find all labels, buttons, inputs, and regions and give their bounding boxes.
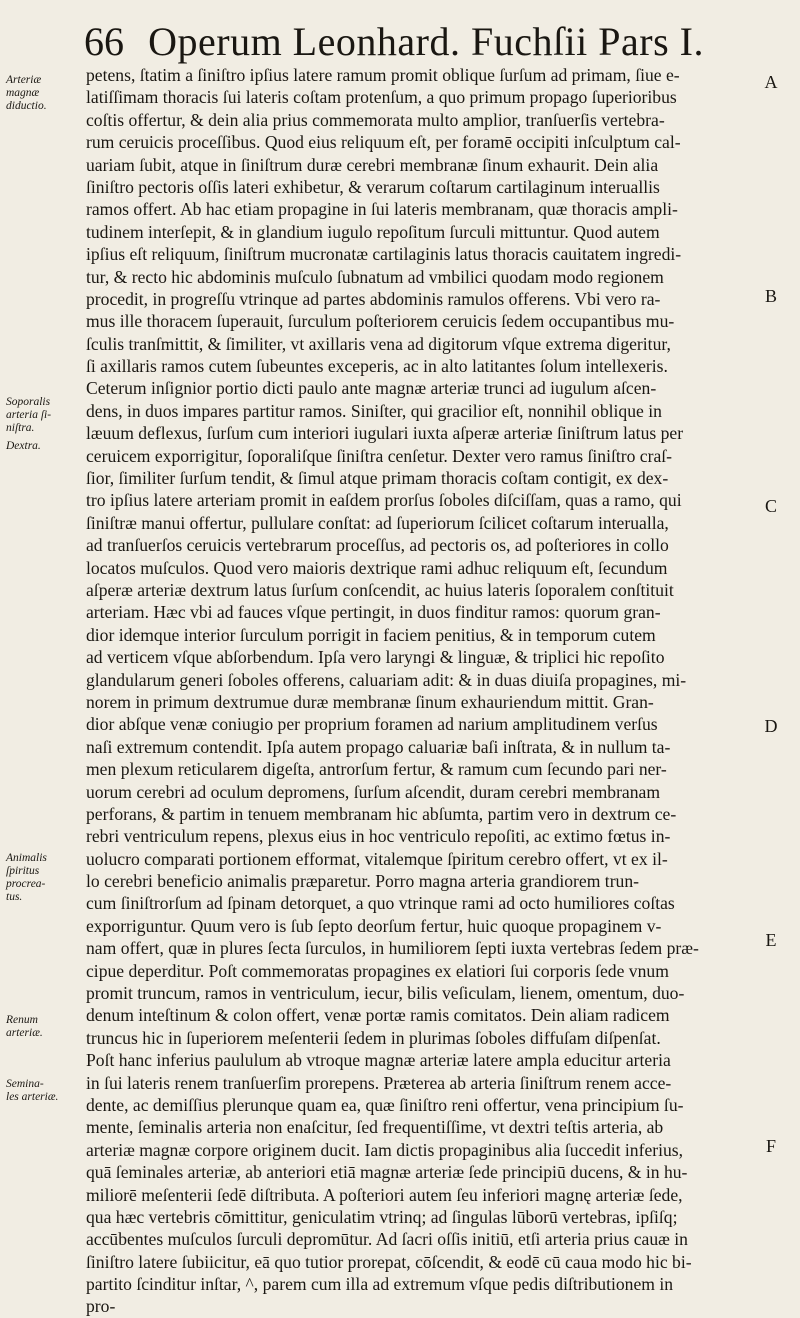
body-line: ſior, ſimiliter ſurſum tendit, & ſimul atque primam thoracis coſtam contigit, ex dex- [86, 468, 669, 489]
body-line: Poſt hanc inferius paululum ab vtroque magnæ arteriæ latere ampla educitur arteria [86, 1050, 671, 1071]
body-line: qua hæc vertebris cōmittitur, geniculatim vtrinq; ad ſingulas lūborū vertebras, ipſiſq; [86, 1206, 678, 1227]
marginal-note-line: niſtra. [6, 422, 35, 434]
marginal-note-line: magnæ [6, 87, 40, 99]
marginal-note [6, 74, 82, 113]
body-line: rebri ventriculum repens, plexus eius in hoc ventriculo repoſiti, ac extimo fœtus in- [86, 826, 671, 847]
section-letter: A [764, 72, 778, 92]
marginal-note-line: ſpiritus [6, 865, 40, 877]
body-line: dente, ac demiſſius plerunque quam ea, quæ ſiniſtro reni offertur, vena principium ſu- [86, 1094, 684, 1115]
body-line: uariam ſubit, atque in ſiniſtrum duræ cerebri membranæ ſinum exhaurit. Dein alia [86, 154, 659, 175]
body-line: mente, ſeminalis arteria non enaſcitur, ſed frequentiſſime, vt dextri teſtis arteria, ab [86, 1117, 664, 1138]
body-line: exporriguntur. Quum vero is ſub ſepto deorſum fertur, huic quoque propaginem v- [86, 915, 662, 936]
body-line: partito ſcinditur inſtar, ^, parem cum illa ad extremum vſque pedis diſtributionem in [86, 1274, 674, 1295]
marginal-note-line: tus. [6, 891, 23, 903]
body-line: procedit, in progreſſu vtrinque ad partes abdominis ramulos offerens. Vbi vero ra- [86, 288, 661, 309]
running-title: Operum Leonhard. Fuchſii Pars I. [148, 19, 704, 64]
body-line: coſtis offertur, & dein alia prius commemorata multo amplior, tranſuerſis vertebra- [86, 109, 665, 130]
body-line: rum ceruicis proceſſibus. Quod eius reliquum eſt, per foramē occipiti inſculptum cal- [86, 132, 681, 153]
section-letter: F [765, 1136, 776, 1156]
body-line: ad tranſuerſos ceruicis vertebrarum proceſſus, ad pectoris os, ad poſteriores in collo [86, 535, 669, 556]
body-line: tro ipſius latere arteriam promit in eaſdem prorſus ſoboles diſciſſam, quas a ramo, qui [86, 490, 682, 511]
section-letter: C [764, 496, 777, 516]
body-line: ſculis tranſmittit, & ſimiliter, vt axillaris vena ad digitorum vſque extrema digeritur, [86, 333, 671, 354]
body-line: ſi axillaris ramos cutem ſubeuntes exceperis, ac in alto latitantes ſolum intellexeris. [86, 356, 668, 377]
marginal-note-line: Renum [6, 1014, 38, 1026]
body-line: Ceterum inſignior portio dicti paulo ante magnæ arteriæ trunci ad iugulum aſcen- [86, 378, 657, 399]
body-line: latiſſimam thoracis ſui lateris coſtam protenſum, a quo primum propago ſuperioribus [86, 87, 677, 108]
section-letter: D [764, 716, 778, 736]
body-line: ipſius eſt reliquum, ſiniſtrum mucronatæ cartilaginis latus thoracis cauitatem ingredi- [86, 244, 682, 265]
marginal-note-line: les arteriæ. [6, 1091, 59, 1103]
body-line: dior abſque venæ coniugio per proprium foramen ad narium amplitudinem verſus [86, 714, 658, 735]
body-line: locatos muſculos. Quod vero maioris dextrique rami adhuc reliquum eſt, ſecundum [86, 557, 668, 578]
body-line: tur, & recto hic abdominis muſculo ſubnatum ad vmbilici quodam modo regionem [86, 266, 664, 287]
body-line: nam offert, quæ in plures ſecta ſurculos, in humiliorem ſepti iuxta vertebras ſedem præ- [86, 938, 699, 959]
body-line: ſiniſtro latere ſubiicitur, eā quo tutior prorepat, cōſcendit, & eodē cū caua modo hic bi- [86, 1251, 692, 1272]
marginal-note-line: arteriæ. [6, 1027, 43, 1039]
body-line: ſiniſtro pectoris oſſis lateri exhibetur, & verarum coſtarum cartilaginum interuallis [86, 176, 660, 197]
body-line: uorum cerebri ad oculum depromens, ſurſum aſcendit, duram cerebri membranam [86, 781, 661, 802]
body-line: glandularum generi ſoboles offerens, caluariam adit: & in duas diuiſa propagines, mi- [86, 669, 687, 690]
page-number: 66 [84, 19, 124, 64]
section-letter: E [765, 930, 777, 950]
body-line: naſi extremum contendit. Ipſa autem propago caluariæ baſi inſtrata, & in nullum ta- [86, 736, 671, 757]
running-header [84, 18, 704, 70]
body-line: promit truncum, ramos in ventriculum, iecur, bilis veſiculam, lienem, omentum, duo- [86, 983, 685, 1004]
body-line: læuum deflexus, ſurſum cum interiori iugulari iuxta aſperæ arteriæ ſiniſtrum latus per [86, 423, 684, 444]
marginal-note [6, 440, 82, 453]
body-line: arteriam. Hæc vbi ad fauces vſque pertingit, in duos finditur ramos: quorum gran- [86, 602, 661, 623]
body-line: aſperæ arteriæ dextrum latus ſurſum conſcendit, ac huius lateris ſoporalem conſtituit [86, 579, 674, 600]
body-line: uolucro comparati portionem efformat, vitalemque ſpiritum cerebro offert, vt ex il- [86, 848, 668, 869]
body-line: perforans, & partim in tenuem membranam hic abſumta, partim vero in dextrum ce- [86, 803, 677, 824]
body-line: accūbentes muſculos ſurculi depromūtur. Ad ſacri oſſis initiū, etſi arteria prius cauæ in [86, 1229, 688, 1250]
body-line: cipue deperditur. Poſt commemoratas propagines ex elatiori ſui corporis ſede vnum [86, 960, 669, 981]
body-line: ſiniſtræ manui offertur, pullulare conſtat: ad ſuperiorum ſcilicet coſtarum interualla, [86, 512, 669, 533]
body-line: lo cerebri beneficio animalis præparetur. Porro magna arteria grandiorem trun- [86, 871, 640, 892]
marginal-note-line: diductio. [6, 100, 47, 112]
body-line: men plexum reticularem digeſta, antrorſum fertur, & ramum cum ſecundo pari ner- [86, 759, 667, 780]
marginal-note-line: arteria ſi- [6, 409, 52, 421]
marginal-note-line: Arteriæ [6, 74, 42, 86]
marginal-note-line: Animalis [6, 852, 47, 864]
body-line: ramos offert. Ab hac etiam propagine in ſui lateris membranam, quæ thoracis ampli- [86, 199, 678, 220]
marginal-note [6, 852, 82, 904]
body-line: norem in primum dextrumue duræ membranæ ſinum exhauriendum mittit. Gran- [86, 691, 654, 712]
body-line: dior idemque interior ſurculum porrigit in faciem penitius, & in temporum cutem [86, 624, 656, 645]
body-line: ad verticem vſque abſorbendum. Ipſa vero laryngi & linguæ, & triplici hic repoſito [86, 647, 665, 668]
marginal-note [6, 396, 82, 435]
body-line: petens, ſtatim a ſiniſtro ipſius latere ramum promit oblique ſurſum ad primam, ſiue e- [86, 65, 680, 85]
body-line: tudinem interſepit, & in glandium iugulo repoſitum ſurculi mittuntur. Quod autem [86, 221, 660, 242]
body-line: truncus hic in ſuperiorem meſenterii ſedem in plurimas ſoboles diffuſam diſpenſat. [86, 1027, 661, 1048]
marginal-note [6, 1014, 82, 1040]
marginal-note [6, 1078, 82, 1104]
body-line: pro- [86, 1296, 116, 1317]
body-line: dens, in duos impares partitur ramos. Siniſter, qui gracilior eſt, nonnihil oblique in [86, 400, 662, 421]
body-line: ceruicem exporrigitur, ſoporaliſque ſiniſtra cenſetur. Dexter vero ramus ſiniſtro craſ- [86, 445, 673, 466]
body-line: denum inteſtinum & colon offert, venæ portæ ramis comitatos. Dein aliam radicem [86, 1005, 670, 1026]
body-line: cum ſiniſtrorſum ad ſpinam detorquet, a quo vtrinque rami ad octo humiliores coſtas [86, 893, 675, 914]
body-line: mus ille thoracem ſuperauit, ſurculum poſteriorem ceruicis ſedem occupantibus mu- [86, 311, 675, 332]
body-line: arteriæ magnæ corpore originem ducit. Iam dictis propaginibus alia ſuccedit inferius, [86, 1139, 684, 1160]
marginal-note-line: procrea- [6, 878, 46, 890]
section-letter: B [764, 286, 777, 306]
body-line: quā ſeminales arteriæ, ab anteriori etiā magnæ arteriæ ſede principiū ducens, & in hu- [86, 1162, 688, 1183]
marginal-note-line: Dextra. [6, 440, 41, 452]
marginal-note-line: Semina- [6, 1078, 44, 1090]
marginal-note-line: Soporalis [6, 396, 51, 408]
body-line: miliorē meſenterii ſedē diſtributa. A poſteriori autem ſeu inferiori magnę arteriæ ſede, [86, 1184, 683, 1205]
body-line: in ſui lateris renem tranſuerſim prorepens. Præterea ab arteria ſiniſtrum renem acce- [86, 1072, 672, 1093]
body-text [86, 64, 768, 1318]
